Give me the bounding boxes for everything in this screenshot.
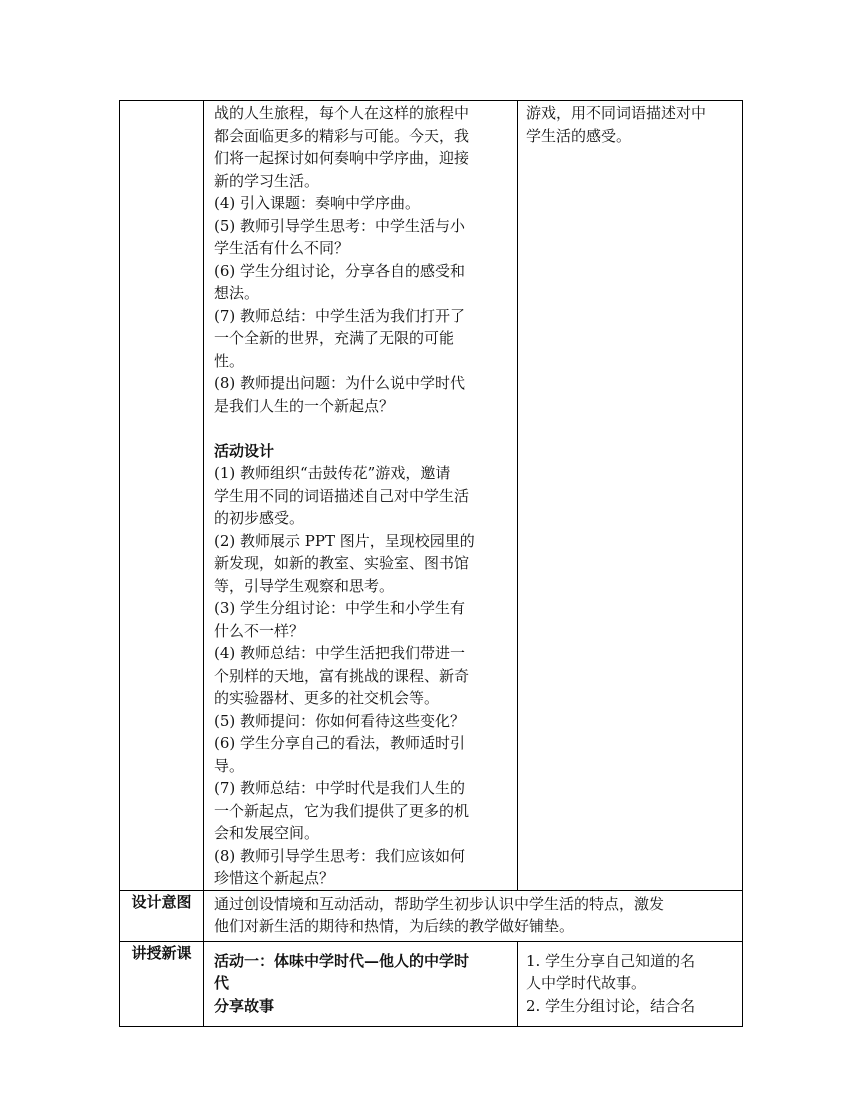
- activity-subheading: 分享故事: [214, 996, 275, 1015]
- activity-line: (3) 学生分组讨论：中学生和小学生有: [214, 599, 466, 617]
- content-line: 学生活有什么不同？: [214, 239, 350, 257]
- spacer: [214, 417, 507, 440]
- content-line: 性。: [214, 351, 245, 370]
- content-line: 战的人生旅程，每个人在这样的旅程中: [214, 104, 470, 122]
- design-intent-cell: [204, 890, 743, 941]
- activity-line: 学生用不同的词语描述自己对中学生活: [214, 486, 470, 505]
- content-line: 们将一起探讨如何奏响中学序曲，迎接: [214, 149, 470, 167]
- activity-line: 个别样的天地，富有挑战的课程、新奇: [214, 666, 470, 685]
- activity-line: 的实验器材、更多的社交机会等。: [214, 689, 440, 707]
- teacher-activity-cell: [204, 101, 518, 891]
- activity-line: 一个新起点，它为我们提供了更多的机: [214, 801, 470, 820]
- design-intent-label: 设计意图: [120, 890, 204, 941]
- activity-line: 新发现，如新的教室、实验室、图书馆: [214, 554, 470, 572]
- student-line: 游戏，用不同词语描述对中: [526, 104, 707, 122]
- intent-line: 通过创设情境和互动活动，帮助学生初步认识中学生活的特点，激发: [214, 894, 665, 913]
- activity-heading: 活动设计: [214, 441, 275, 460]
- student-activity-cell: [518, 941, 743, 1026]
- activity-title: 活动一：体味中学时代—他人的中学时: [214, 951, 470, 970]
- new-lesson-label: 讲授新课: [120, 941, 204, 1026]
- activity-line: 什么不一样？: [214, 621, 305, 640]
- table-row: [120, 941, 743, 1026]
- activity-line: (5) 教师提问：你如何看待这些变化？: [214, 711, 466, 730]
- student-line: 人中学时代故事。: [526, 974, 647, 992]
- activity-title: 代: [214, 974, 230, 992]
- table-row: [120, 101, 743, 891]
- row-label-cell: [120, 101, 204, 891]
- activity-line: (6) 学生分享自己的看法，教师适时引: [214, 734, 466, 752]
- table-row: [120, 890, 743, 941]
- content-line: 新的学习生活。: [214, 171, 320, 190]
- content-line: 想法。: [214, 284, 260, 302]
- activity-line: (8) 教师引导学生思考：我们应该如何: [214, 846, 466, 865]
- intent-line: 他们对新生活的期待和热情，为后续的教学做好铺垫。: [214, 917, 575, 935]
- content-line: 是我们人生的一个新起点？: [214, 396, 395, 415]
- activity-line: (7) 教师总结：中学时代是我们人生的: [214, 779, 466, 797]
- lesson-plan-table: [119, 100, 743, 1027]
- student-line: 学生活的感受。: [526, 126, 632, 145]
- content-line: 一个全新的世界，充满了无限的可能: [214, 329, 455, 347]
- activity-line: 珍惜这个新起点？: [214, 869, 335, 887]
- activity-line: 会和发展空间。: [214, 824, 320, 842]
- student-line: 2. 学生分组讨论，结合名: [526, 996, 696, 1015]
- content-line: (6) 学生分组讨论，分享各自的感受和: [214, 261, 466, 280]
- activity-line: 的初步感受。: [214, 509, 305, 527]
- activity-line: 等，引导学生观察和思考。: [214, 576, 395, 595]
- teacher-activity-cell: [204, 941, 518, 1026]
- content-line: (5) 教师引导学生思考：中学生活与小: [214, 216, 466, 235]
- activity-line: (1) 教师组织“击鼓传花”游戏，邀请: [214, 464, 451, 482]
- activity-line: (4) 教师总结：中学生活把我们带进一: [214, 644, 466, 662]
- content-line: (4) 引入课题：奏响中学序曲。: [214, 194, 421, 212]
- content-line: 都会面临更多的精彩与可能。今天，我: [214, 126, 470, 145]
- student-line: 1. 学生分享自己知道的名: [526, 951, 696, 970]
- student-activity-cell: [518, 101, 743, 891]
- content-line: (8) 教师提出问题：为什么说中学时代: [214, 374, 466, 392]
- content-line: (7) 教师总结：中学生活为我们打开了: [214, 306, 466, 325]
- activity-line: 导。: [214, 756, 245, 775]
- activity-line: (2) 教师展示 PPT 图片，呈现校园里的: [214, 531, 475, 550]
